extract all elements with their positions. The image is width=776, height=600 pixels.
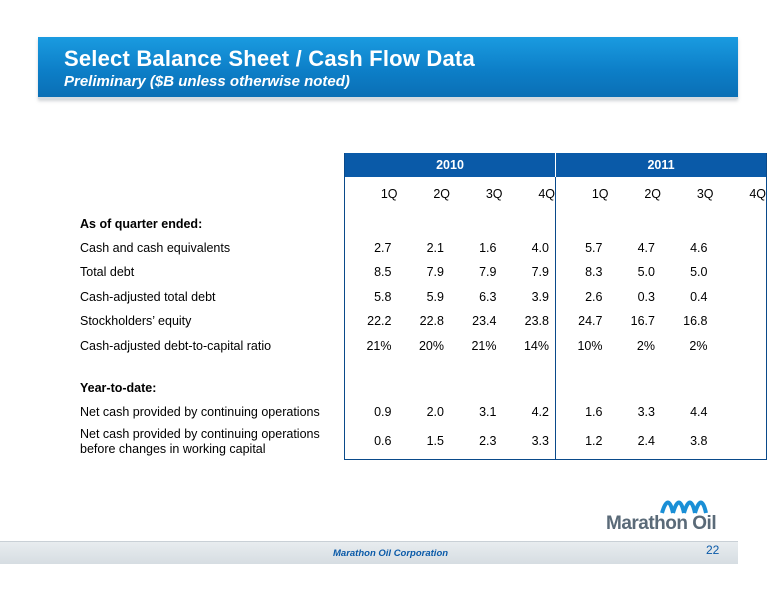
year-2010-header: 2010 <box>345 153 556 177</box>
page-title: Select Balance Sheet / Cash Flow Data <box>64 46 475 71</box>
table-cell: 20% <box>418 338 444 353</box>
table-cell: 16.8 <box>683 314 708 329</box>
table-cell <box>714 333 767 357</box>
table-cell <box>714 260 767 284</box>
table-cell: 5.9 <box>426 289 444 304</box>
table-cell: 1.6 <box>556 400 609 424</box>
section-header-row <box>72 376 767 400</box>
table-cell: 5.7 <box>556 236 609 260</box>
table-cell: 23.8 <box>524 314 549 329</box>
table-cell <box>714 309 767 333</box>
table-cell: 8.5 <box>345 260 398 284</box>
row-label <box>72 425 345 460</box>
table-cell: 0.6 <box>345 425 398 460</box>
table-cell: 1.2 <box>556 425 609 460</box>
row-label-line: Net cash provided by continuing operations <box>80 426 320 441</box>
row-label: Net cash provided by continuing operations <box>80 405 320 420</box>
table-cell: 7.9 <box>531 265 549 280</box>
table-cell: 8.3 <box>556 260 609 284</box>
table-cell: 2.4 <box>609 425 662 460</box>
row-label-line: before changes in working capital <box>80 441 266 456</box>
table-row <box>72 260 767 284</box>
table-row <box>72 333 767 357</box>
balance-sheet-table <box>72 153 767 460</box>
table-cell: 2.6 <box>556 285 609 309</box>
section-label: Year-to-date: <box>80 380 157 395</box>
table-cell: 0.4 <box>690 289 708 304</box>
quarter-header: 4Q <box>538 187 555 202</box>
table-row <box>72 425 767 460</box>
year-2011-header: 2011 <box>556 153 767 177</box>
page-subtitle: Preliminary ($B unless otherwise noted) <box>64 73 350 90</box>
page-number: 22 <box>706 543 720 557</box>
table-cell: 0.3 <box>637 289 655 304</box>
table-cell: 21% <box>345 333 398 357</box>
row-label: Cash-adjusted debt-to-capital ratio <box>80 338 272 353</box>
table-cell: 16.7 <box>630 314 655 329</box>
quarter-header: 2Q <box>644 187 661 202</box>
logo-text: Marathon Oil <box>606 513 717 534</box>
table-cell: 2% <box>689 338 708 353</box>
table-row <box>72 236 767 260</box>
logo-wave-icon <box>660 495 716 515</box>
table-cell: 1.6 <box>479 240 497 255</box>
table-cell: 2.3 <box>450 425 503 460</box>
quarter-header: 1Q <box>556 177 609 211</box>
table-cell: 3.9 <box>531 289 549 304</box>
table-cell <box>714 425 767 460</box>
section-label: As of quarter ended: <box>80 216 203 231</box>
table-cell: 10% <box>556 333 609 357</box>
table-cell: 2.1 <box>426 240 444 255</box>
title-banner <box>38 37 738 99</box>
table-cell: 1.5 <box>398 425 451 460</box>
table-cell: 4.2 <box>531 405 549 420</box>
table-cell: 23.4 <box>472 314 497 329</box>
quarter-header: 2Q <box>433 187 450 202</box>
table-cell: 3.1 <box>479 405 497 420</box>
table-cell <box>714 285 767 309</box>
table-cell: 4.4 <box>690 405 708 420</box>
table-cell <box>714 400 767 424</box>
table-cell: 5.8 <box>345 285 398 309</box>
table-cell: 2.0 <box>426 405 444 420</box>
table-cell: 4.6 <box>690 240 708 255</box>
table-cell: 3.8 <box>661 425 714 460</box>
table-cell: 2.7 <box>345 236 398 260</box>
table-cell: 22.2 <box>345 309 398 333</box>
table-cell: 5.0 <box>637 265 655 280</box>
table-row <box>72 309 767 333</box>
table-cell: 14% <box>523 338 549 353</box>
marathon-oil-logo <box>606 495 726 537</box>
footer-company: Marathon Oil Corporation <box>333 548 449 559</box>
row-label: Cash-adjusted total debt <box>80 289 216 304</box>
table-cell: 21% <box>471 338 497 353</box>
table-cell: 24.7 <box>556 309 609 333</box>
row-label: Total debt <box>80 265 135 280</box>
quarter-header: 3Q <box>485 187 503 202</box>
quarter-header: 3Q <box>696 187 714 202</box>
table-cell: 7.9 <box>479 265 497 280</box>
row-label: Cash and cash equivalents <box>80 240 231 255</box>
quarter-header: 1Q <box>345 177 398 211</box>
row-label: Stockholders’ equity <box>80 314 192 329</box>
table-cell: 2% <box>636 338 655 353</box>
table-row <box>72 285 767 309</box>
table-cell: 7.9 <box>426 265 444 280</box>
table-cell: 3.3 <box>503 425 556 460</box>
table-cell <box>714 236 767 260</box>
table-cell: 4.7 <box>637 240 655 255</box>
quarter-header: 4Q <box>714 177 767 211</box>
section-header-row <box>72 211 767 235</box>
table-cell: 0.9 <box>345 400 398 424</box>
table-cell: 6.3 <box>479 289 497 304</box>
table-cell: 22.8 <box>419 314 444 329</box>
year-header-row <box>72 153 767 177</box>
table-row <box>72 400 767 424</box>
spacer-row <box>72 358 767 376</box>
table-cell: 3.3 <box>637 405 655 420</box>
quarter-header-row <box>72 177 767 211</box>
table-cell: 5.0 <box>690 265 708 280</box>
table-cell: 4.0 <box>531 240 549 255</box>
